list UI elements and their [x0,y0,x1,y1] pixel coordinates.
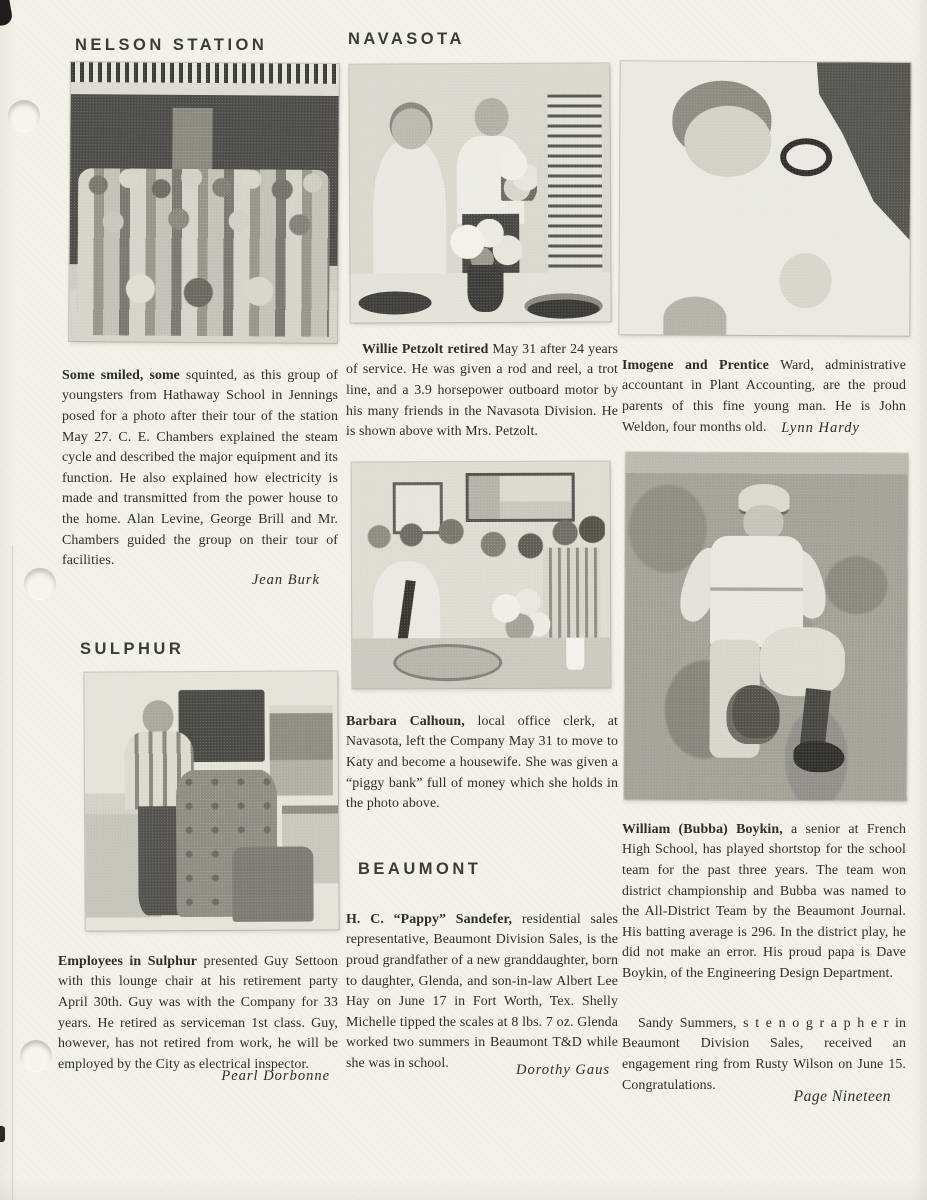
caption-lead: Barbara Calhoun, [346,713,465,729]
punch-hole [20,1040,52,1072]
caption-lead: Some smiled, some [62,367,180,383]
caption-text: residential sales representative, Beaumont Division Sales, is the proud grandfather of a new granddaughter, born to daughter, Glenda, and son-in-law Albert Lee Hay on June 17 in Fort Worth, Tex. Shelly Michelle tipped the scales at 8 lbs. 7 oz. Glenda worked two summers in Beaumont T&D while she was in school. [346,911,619,1072]
photo-detail [566,638,584,670]
photo-detail [232,847,313,922]
photo-detail [391,108,430,149]
photo-detail [780,139,832,177]
caption-calhoun [346,712,618,815]
paper-crease [12,545,13,1200]
photo-sulphur-retirement-chair [84,671,338,930]
photo-detail [726,685,780,744]
byline-jean-burk: Jean Burk [251,572,320,588]
photo-detail [467,265,504,312]
caption-lead: H. C. “Pappy” Sandefer, [346,911,513,927]
photo-detail [760,626,845,696]
caption-petzolt [346,340,618,443]
page-number: Page Nineteen [793,1088,891,1105]
photo-detail [794,741,845,772]
caption-sandefer [346,910,618,1075]
caption-text: Ward, administrative accountant in Plant Accounting, are the proud parents of this fine young man. He is John Weldon, four months old. [622,357,906,435]
caption-text: May 31 after 24 years of service. He was given a rod and reel, a trot line, and a 3.9 horsepower outboard motor by his many friends in the Navasota Division. He is shown above with Mrs. Petzolt. [346,341,618,440]
scan-corner-mark [0,0,13,26]
photo-detail [143,701,174,735]
photo-nelson-school-group [69,62,339,343]
punch-hole [8,100,40,132]
photo-detail [779,253,831,308]
byline-dorothy-gaus: Dorothy Gaus [515,1062,610,1078]
photo-detail [663,296,727,336]
photo-boykin-baseball [624,452,908,800]
punch-hole [24,568,56,600]
caption-boykin [622,820,906,985]
section-heading-beaumont: BEAUMONT [358,860,482,878]
caption-text: local office clerk, at Navasota, left the Company May 31 to move to Katy and become a housewife. She was given a “piggy bank” full of money which she holds in the photo above. [346,713,618,812]
caption-text: Sandy Summers, s t e n o g r a p h e r in Beaumont Division Sales, received an engagement ring from Rusty Wilson on June 15. Congratulations. [622,1015,906,1093]
caption-text: a senior at French High School, has played shortstop for the school team for the past three years. The team won district championship and Bubba was named to the All-District Team by the Beaumont Journal. His batting average is 296. In the district play, he did not make an error. His proud papa is Dave Boykin, of the Engineering Design Department. [622,821,906,982]
photo-detail [744,505,784,540]
photo-detail [77,168,330,337]
photo-baby-john-weldon [619,61,910,336]
caption-text: presented Guy Settoon with this lounge chair at his retirement party April 30th. Guy was with the Company for 33 years. He retired as serviceman 1st class. Guy, however, has not retired from work, he will be employed by the City as electrical inspector. [58,953,338,1072]
caption-summers [622,1014,906,1096]
section-heading-sulphur: SULPHUR [80,640,185,658]
scan-edge-mark [0,1126,5,1142]
photo-detail [269,705,333,796]
byline-pearl-dorbonne: Pearl Dorbonne [221,1068,330,1084]
section-heading-navasota: NAVASOTA [348,30,465,48]
photo-detail [547,94,603,280]
caption-lead: William (Bubba) Boykin, [622,821,783,837]
photo-detail [474,97,508,136]
caption-sulphur [58,952,338,1076]
section-heading-nelson-station: NELSON STATION [75,36,268,54]
byline-lynn-hardy: Lynn Hardy [781,420,860,436]
photo-petzolt-retirement [349,63,610,322]
photo-calhoun-office-group [352,462,611,689]
photo-detail [501,149,538,201]
photo-detail [71,62,339,84]
caption-lead: Imogene and Prentice [622,357,769,373]
caption-nelson [62,366,338,572]
caption-text: squinted, as this group of youngsters from Hathaway School in Jennings posed for a photo after their tour of the station May 27. C. E. Chambers explained the steam cycle and described the major equipment and its function. He also explained how electricity is made and transmitted from the power house to the home. Alan Levine, George Brill and Mr. Chambers guided the group on their tour of facilities. [62,367,338,569]
caption-lead: Employees in Sulphur [58,953,198,969]
photo-detail [684,105,771,176]
caption-lead: Willie Petzolt retired [362,341,489,357]
